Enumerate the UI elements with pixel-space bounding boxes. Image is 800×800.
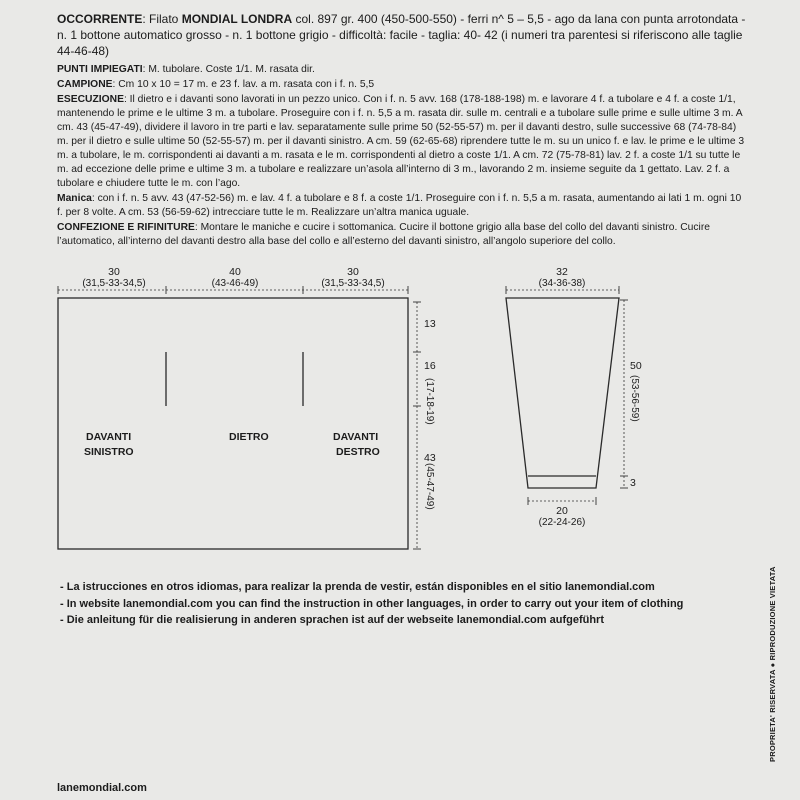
language-notes: [60, 579, 683, 629]
language-note-de: - Die anleitung für die realisierung in anderen sprachen ist auf der webseite lanemondial.com aufgeführt: [60, 614, 605, 626]
confezione-label: CONFEZIONE E RIFINITURE: [57, 222, 195, 233]
label-davanti-sinistro-1: DAVANTI: [86, 431, 132, 443]
sleeve-bottom-value: 20: [556, 505, 568, 517]
dim-top-left-sizes: (31,5-33-34,5): [82, 278, 146, 289]
sleeve-top-sizes: (34-36-38): [538, 278, 586, 289]
dim-side-bottom-value: 43: [424, 452, 436, 464]
esecuzione-label: ESECUZIONE: [57, 94, 124, 105]
language-note-es: - La istrucciones en otros idiomas, para realizar la prenda de vestir, están disponibles en el sitio lanemondial.com: [60, 581, 655, 593]
confezione-text: : Montare le maniche e cucire i sottomanica. Cucire il bottone grigio alla base del collo del davanti sinistro. Cucire l’automatico, all’interno del davanti destro alla base del collo e all’esterno del davanti sinistro, all’angolo superiore del collo.: [57, 222, 710, 247]
occorrente-text-1: : Filato: [142, 12, 182, 26]
sleeve-cuff-value: 3: [630, 477, 636, 489]
language-note-en: - In website lanemondial.com you can find the instruction in other languages, in order to carry out your item of clothing: [60, 597, 684, 610]
campione-label: CAMPIONE: [57, 79, 113, 90]
dim-top-center-sizes: (43-46-49): [211, 278, 259, 289]
dim-top-left-value: 30: [108, 266, 120, 278]
sleeve-side-value: 50: [630, 360, 642, 372]
footer-url: lanemondial.com: [57, 782, 147, 794]
dim-top-right-sizes: (31,5-33-34,5): [321, 278, 385, 289]
sleeve-side-sizes: (53-56-59): [629, 375, 640, 422]
dim-side-bottom-sizes: (45-47-49): [424, 463, 435, 510]
body-diagram: [58, 266, 436, 549]
label-davanti-destro-1: DAVANTI: [333, 431, 379, 443]
dim-side-top-value: 13: [424, 318, 436, 330]
occorrente-text-2: col. 897 gr. 400 (450-500-550) - ferri n^ 5 – 5,5 - ago da lana con punta arrotondata - n. 1 bottone automatico grosso - n. 1 bottone grigio - difficoltà: facile - taglia: 40- 42 (i numeri tra parentesi si riferiscono alle taglie 44-46-48): [57, 12, 746, 58]
sleeve-top-value: 32: [556, 266, 568, 278]
punti-label: PUNTI IMPIEGATI: [57, 64, 143, 75]
sleeve-bottom-sizes: (22-24-26): [538, 517, 586, 528]
body-outline: [58, 298, 408, 549]
punti-text: : M. tubolare. Coste 1/1. M. rasata dir.: [142, 64, 315, 75]
copyright-notice: PROPRIETA' RISERVATA ● RIPRODUZIONE VIETATA: [768, 566, 777, 762]
esecuzione-text: : Il dietro e i davanti sono lavorati in un pezzo unico. Con i f. n. 5 avv. 168 (178-188-198) m. e lavorare 4 f. a tubolare e 4 f. a coste 1/1, mantenendo le prime e le ultime 3 m. a tubolare. Proseguire con i f. n. 5,5 a m. rasata dir. sulle m. centrali e a tubolare sulle prime e sulle ultime 3 m. A cm. 43 (45-47-49), dividere il lavoro in tre parti e lav. separatamente sulle prime 50 (52-55-57) m. per il davanti destro, sulle successive 68 (74-78-84) m. per il dietro e sulle ultime 50 (52-55-57) m. per il davanti sinistro. A cm. 59 (62-65-68) riprendere tutte le m. su un unico f. e lav. le prime e le ultime 3 m. a tubolare, le m. corrispondenti ai davanti a m. rasata e le m. corrispondenti al dietro a coste 1/1. A cm. 72 (75-78-81) lav. 2 f. a coste 1/1 su tutte le m. ad eccezione delle prime e ultime 3 m. a tubolare e realizzare un’asola all’interno di 3 m., lavorando 2 m. insieme seguite da 1 gettato. Lav. 2 f. a tubolare e chiudere tutte le m. con l’ago.: [57, 94, 745, 189]
dim-top-right-value: 30: [347, 266, 359, 278]
dim-side-mid-value: 16: [424, 360, 436, 372]
yarn-brand: MONDIAL LONDRA: [181, 12, 293, 26]
dim-side-mid-sizes: (17-18-19): [424, 378, 435, 425]
sleeve-diagram: [506, 266, 642, 528]
dim-top-center-value: 40: [229, 266, 241, 278]
manica-label: Manica: [57, 193, 92, 204]
label-davanti-destro-2: DESTRO: [336, 446, 380, 458]
sleeve-outline: [506, 298, 619, 488]
manica-text: : con i f. n. 5 avv. 43 (47-52-56) m. e lav. 4 f. a tubolare e 8 f. a coste 1/1. Proseguire con i f. n. 5,5 a m. rasata, aumentando ai lati 1 m. ogni 10 f. per 8 volte. A cm. 53 (56-59-62) intrecciare tutte le m. Realizzare un’altra manica uguale.: [57, 193, 742, 218]
occorrente-label: OCCORRENTE: [57, 12, 143, 26]
label-davanti-sinistro-2: SINISTRO: [84, 446, 134, 458]
label-dietro: DIETRO: [229, 431, 269, 443]
campione-text: : Cm 10 x 10 = 17 m. e 23 f. lav. a m. rasata con i f. n. 5,5: [112, 79, 375, 90]
